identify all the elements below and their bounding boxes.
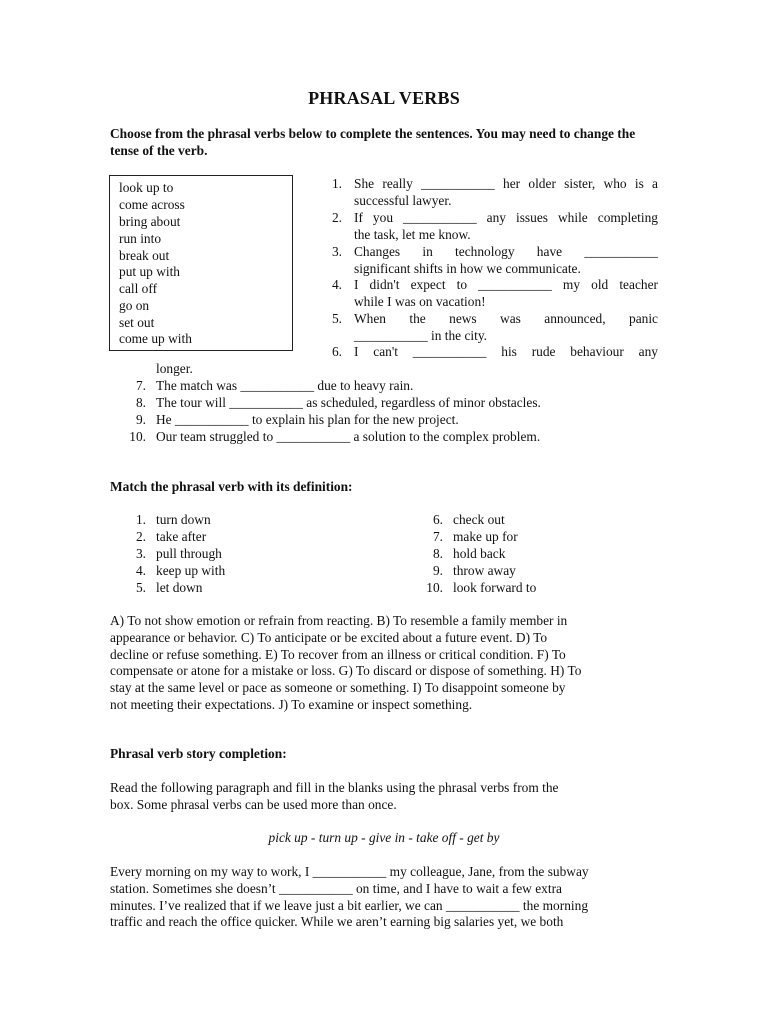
sentence-line: I can't ___________ his rude behaviour any	[354, 344, 658, 359]
story-line: traffic and reach the office quicker. While we aren’t earning big salaries yet, we both	[110, 914, 564, 930]
match-number: 10.	[426, 580, 443, 595]
match-verb: pull through	[156, 546, 222, 561]
definition-line: not meeting their expectations. J) To examine or inspect something.	[110, 696, 473, 712]
page-title: PHRASAL VERBS	[308, 88, 460, 108]
sentence-line: The tour will ___________ as scheduled, regardless of minor obstacles.	[156, 395, 541, 410]
match-verb: keep up with	[156, 563, 226, 578]
definition-line: decline or refuse something. E) To recover from an illness or critical condition. F) To	[110, 646, 566, 662]
phrasal-verb-box	[109, 175, 293, 351]
box-verb: set out	[119, 315, 155, 330]
sentence-line: The match was ___________ due to heavy rain.	[156, 378, 414, 393]
box-verb: go on	[119, 298, 150, 313]
match-verb: let down	[156, 580, 203, 595]
story-paragraph	[110, 864, 655, 931]
sentence-line: I didn't expect to ___________ my old teacher	[354, 277, 658, 292]
definition-line: A) To not show emotion or refrain from reacting. B) To resemble a family member in	[110, 613, 568, 628]
match-verb: throw away	[453, 563, 516, 578]
box-verb: come up with	[119, 331, 192, 346]
match-number: 5.	[135, 580, 146, 595]
match-number: 3.	[135, 546, 146, 561]
sentence-number: 5.	[331, 311, 342, 326]
sentence-line: Our team struggled to ___________ a solution to the complex problem.	[156, 429, 541, 444]
sentence-line: ___________ in the city.	[354, 328, 488, 343]
match-verb: check out	[453, 512, 505, 527]
box-verb: put up with	[119, 264, 181, 279]
story-line: station. Sometimes she doesn’t ___________ on time, and I have to wait a few extra	[110, 880, 562, 896]
section1-instruction: Choose from the phrasal verbs below to complete the sentences. You may need to change the tense of the verb.	[110, 126, 636, 158]
sentence-line: significant shifts in how we communicate.	[354, 261, 581, 276]
sentence-number: 4.	[331, 277, 342, 292]
box-verb: look up to	[119, 180, 174, 195]
sentence-line: longer.	[156, 361, 193, 376]
match-number: 7.	[432, 529, 443, 544]
match-verb: hold back	[453, 546, 506, 561]
definition-line: stay at the same level or pace as someone or something. I) To disappoint someone by	[110, 680, 566, 696]
match-number: 9.	[432, 563, 443, 578]
sentence-line: successful lawyer.	[354, 193, 452, 208]
definition-line: appearance or behavior. C) To anticipate or be excited about a future event. D) To	[110, 629, 548, 645]
match-number: 8.	[432, 546, 443, 561]
sentence-number: 1.	[331, 176, 342, 191]
match-number: 1.	[135, 512, 146, 527]
section2-heading: Match the phrasal verb with its definition:	[110, 479, 353, 494]
match-verb: make up for	[453, 529, 518, 544]
sentence-number: 3.	[331, 244, 342, 259]
box-verb: come across	[119, 197, 185, 212]
definition-line: compensate or atone for a mistake or loss. G) To discard or dispose of something. H) To	[110, 663, 582, 679]
box-verb: break out	[119, 248, 170, 263]
box-verb: run into	[119, 231, 162, 246]
sentence-line: Changes in technology have ___________	[354, 244, 658, 259]
word-box: pick up - turn up - give in - take off - get by	[268, 830, 500, 845]
sentence-line: She really ___________ her older sister, who is a	[354, 176, 658, 191]
sentence-line: If you ___________ any issues while completing	[354, 210, 658, 225]
sentence-number: 9.	[135, 412, 146, 427]
section3-heading: Phrasal verb story completion:	[110, 746, 287, 761]
match-number: 6.	[432, 512, 443, 527]
sentence-number: 8.	[135, 395, 146, 410]
sentence-line: He ___________ to explain his plan for the new project.	[156, 412, 459, 427]
sentence-line: while I was on vacation!	[354, 294, 486, 309]
story-line: Every morning on my way to work, I ___________ my colleague, Jane, from the subway	[110, 864, 589, 879]
definitions-paragraph	[110, 613, 655, 714]
sentence-line: When the news was announced, panic	[354, 311, 658, 326]
match-verb: look forward to	[453, 580, 537, 595]
match-verb: take after	[156, 529, 207, 544]
sentence-number: 2.	[331, 210, 342, 225]
intro-line: Read the following paragraph and fill in the blanks using the phrasal verbs from the	[110, 780, 559, 795]
sentence-line: the task, let me know.	[354, 227, 471, 242]
match-verb: turn down	[156, 512, 211, 527]
match-number: 2.	[135, 529, 146, 544]
box-verb: bring about	[119, 214, 181, 229]
sentence-number: 10.	[129, 429, 146, 444]
match-number: 4.	[135, 563, 146, 578]
sentence-number: 6.	[331, 344, 342, 359]
story-intro	[110, 780, 655, 814]
intro-line: box. Some phrasal verbs can be used more than once.	[110, 796, 397, 812]
box-verb: call off	[119, 281, 158, 296]
story-line: minutes. I’ve realized that if we leave just a bit earlier, we can ___________ the morning	[110, 897, 589, 913]
sentence-number: 7.	[135, 378, 146, 393]
